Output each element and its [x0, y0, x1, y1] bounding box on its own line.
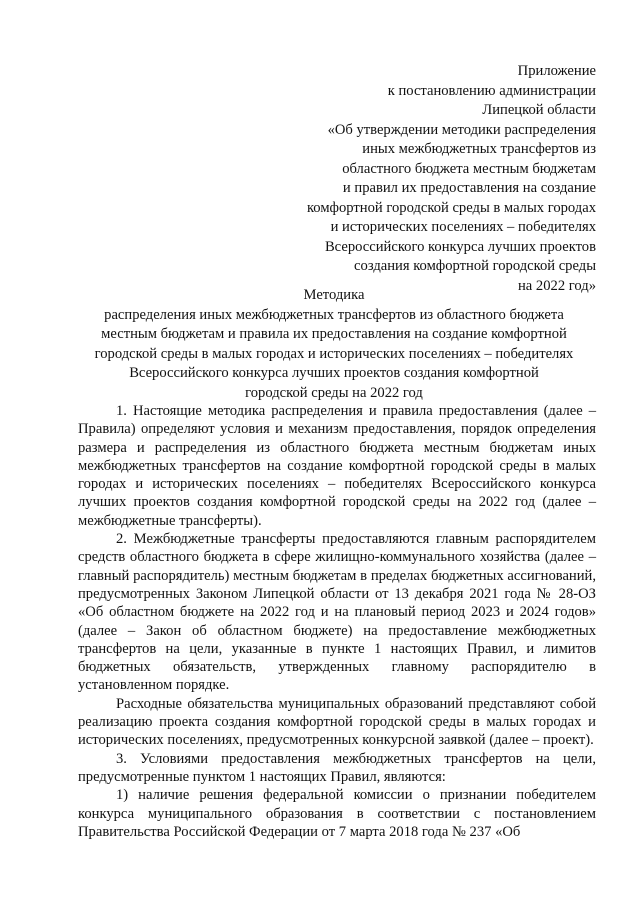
document-title	[72, 286, 596, 403]
appendix-line: Приложение	[517, 63, 596, 79]
appendix-line: и исторических поселениях – победителях	[330, 219, 596, 235]
title-line: городской среды на 2022 год	[245, 384, 423, 401]
appendix-line: «Об утверждении методики распределения	[327, 121, 596, 138]
appendix-line: к постановлению администрации	[387, 82, 596, 99]
appendix-line: Всероссийского конкурса лучших проектов	[324, 238, 596, 255]
appendix-line: комфортной городской среды в малых городах	[306, 199, 596, 216]
title-line: местным бюджетам и правила их предоставления на создание комфортной	[101, 326, 567, 342]
appendix-line: иных межбюджетных трансфертов из	[362, 141, 596, 157]
document-body	[78, 402, 596, 841]
title-line: Всероссийского конкурса лучших проектов создания комфортной	[129, 365, 539, 381]
paragraph-condition-1: 1) наличие решения федеральной комиссии о признании победителем конкурса муниципального образования в соответствии с постановлением Правительства Российской Федерации от 7 марта 2018 года № 237 «Об	[78, 787, 596, 840]
title-line: городской среды в малых городах и исторических поселениях – победителях	[94, 345, 574, 362]
appendix-line: областного бюджета местным бюджетам	[342, 160, 596, 177]
appendix-line: на 2022 год»	[518, 277, 596, 294]
appendix-line: Липецкой области	[482, 102, 596, 118]
title-heading: Методика	[303, 287, 365, 303]
paragraph-clause-3: 3. Условиями предоставления межбюджетных трансфертов на цели, предусмотренные пунктом 1 настоящих Правил, являются:	[78, 750, 596, 785]
appendix-line: создания комфортной городской среды	[354, 258, 596, 274]
appendix-header	[256, 62, 596, 296]
paragraph-clause-2: 2. Межбюджетные трансферты предоставляются главным распорядителем средств областного бюджета в сфере жилищно-коммунального хозяйства (далее – главный распорядитель) местным бюджетам в пределах бюджетных ассигнований, предусмотренных Законом Липецкой области от 13 декабря 2021 года № 28-ОЗ «Об областном бюджете на 2022 год и на плановый период 2023 и 2024 годов» (далее – Закон об областном бюджете) на предоставление межбюджетных трансфертов на цели, указанные в пункте 1 настоящих Правил, и лимитов бюджетных обязательств, утвержденных главному распорядителю в установленном порядке.	[78, 531, 596, 694]
appendix-line: и правил их предоставления на создание	[342, 180, 596, 196]
paragraph-obligations: Расходные обязательства муниципальных образований представляют собой реализацию проекта создания комфортной городской среды в малых городах и исторических поселениях, предусмотренных конкурсной заявкой (далее – проект).	[78, 695, 596, 749]
title-line: распределения иных межбюджетных трансфертов из областного бюджета	[104, 306, 564, 323]
paragraph-clause-1: 1. Настоящие методика распределения и правила предоставления (далее – Правила) определяют условия и механизм предоставления, порядок определения размера и распределения из областного бюджета местным бюджетам иных межбюджетных трансфертов на создание комфортной городской среды в малых городах и исторических поселениях – победителях Всероссийского конкурса лучших проектов создания комфортной городской среды на 2022 год (далее – межбюджетные трансферты).	[78, 403, 596, 529]
